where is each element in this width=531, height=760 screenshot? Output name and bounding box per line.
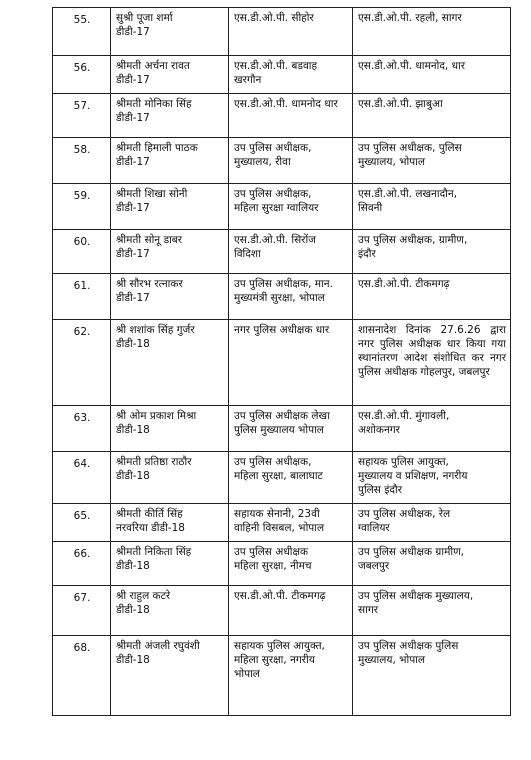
current-posting: [229, 636, 353, 716]
current-posting-line: सहायक सेनानी, 23वी: [234, 508, 320, 520]
new-posting-line: उप पुलिस अधीक्षक पुलिस: [358, 640, 459, 652]
serial-number: 67.: [53, 586, 111, 636]
officer-name: [111, 94, 229, 138]
current-posting: [229, 452, 353, 504]
officer-name-line: श्रीमती अंजली रघुवंशी: [116, 640, 200, 652]
officer-name-line: डीडी-18: [116, 560, 150, 572]
current-posting-line: पुलिस मुख्यालय भोपाल: [234, 424, 324, 436]
current-posting-line: एस.डी.ओ.पी. बडवाह: [234, 60, 318, 72]
officer-name-line: श्री ओम प्रकाश मिश्रा: [116, 410, 197, 422]
table-row: [53, 542, 511, 586]
officer-name-line: श्रीमती सोनू डाबर: [116, 234, 183, 246]
new-posting-line: उप पुलिस अधीक्षक मुख्यालय,: [358, 590, 474, 602]
officer-name-line: डीडी-17: [116, 202, 150, 214]
transfer-table-body: [53, 8, 511, 716]
officer-name: [111, 636, 229, 716]
table-row: [53, 138, 511, 184]
serial-number: 68.: [53, 636, 111, 716]
table-row: [53, 504, 511, 542]
current-posting: [229, 184, 353, 230]
current-posting: [229, 542, 353, 586]
new-posting-line: एस.डी.ओ.पी. धामनोद, धार: [358, 60, 466, 72]
new-posting: [353, 542, 511, 586]
new-posting-line: एस.डी.ओ.पी. झाबुआ: [358, 98, 443, 110]
new-posting-line: इंदौर: [358, 248, 376, 260]
current-posting-line: एस.डी.ओ.पी. टीकमगढ़: [234, 590, 326, 602]
current-posting-line: उप पुलिस अधीक्षक, मान.: [234, 278, 333, 290]
current-posting: [229, 320, 353, 406]
officer-name: [111, 8, 229, 56]
table-row: [53, 56, 511, 94]
officer-name-line: डीडी-18: [116, 654, 150, 666]
table-row: [53, 586, 511, 636]
current-posting-line: एस.डी.ओ.पी. सिरोंज: [234, 234, 316, 246]
table-row: [53, 636, 511, 716]
officer-name-line: श्रीमती हिमाली पाठक: [116, 142, 198, 154]
current-posting-line: उप पुलिस अधीक्षक: [234, 546, 309, 558]
current-posting: [229, 504, 353, 542]
table-row: [53, 8, 511, 56]
new-posting-line: उप पुलिस अधीक्षक, पुलिस: [358, 142, 462, 154]
serial-number: 62.: [53, 320, 111, 406]
new-posting: [353, 8, 511, 56]
new-posting: [353, 230, 511, 274]
new-posting: [353, 94, 511, 138]
current-posting-line: महिला सुरक्षा, नगरीय: [234, 654, 315, 666]
current-posting: [229, 56, 353, 94]
officer-name-line: डीडी-18: [116, 470, 150, 482]
current-posting-line: सहायक पुलिस आयुक्त,: [234, 640, 325, 652]
new-posting-line: जबलपुर: [358, 560, 390, 572]
current-posting: [229, 230, 353, 274]
officer-name-line: श्रीमती शिखा सोनी: [116, 188, 188, 200]
officer-name: [111, 184, 229, 230]
current-posting-line: मुख्यमंत्री सुरक्षा, भोपाल: [234, 292, 325, 304]
officer-name-line: श्रीमती प्रतिष्ठा राठौर: [116, 456, 192, 468]
officer-name-line: श्रीमती निकिता सिंह: [116, 546, 192, 558]
serial-number: 60.: [53, 230, 111, 274]
officer-name-line: डीडी-17: [116, 248, 150, 260]
new-posting: [353, 56, 511, 94]
serial-number: 58.: [53, 138, 111, 184]
serial-number: 59.: [53, 184, 111, 230]
current-posting-line: महिला सुरक्षा, बालाघाट: [234, 470, 323, 482]
new-posting: [353, 586, 511, 636]
current-posting-line: महिला सुरक्षा, नीमच: [234, 560, 312, 572]
serial-number: 65.: [53, 504, 111, 542]
officer-name-line: डीडी-18: [116, 424, 150, 436]
serial-number: 56.: [53, 56, 111, 94]
current-posting-line: एस.डी.ओ.पी. धामनोद धार: [234, 98, 338, 110]
new-posting-line: मुख्यालय, भोपाल: [358, 156, 426, 168]
transfer-table: [52, 7, 511, 716]
table-row: [53, 94, 511, 138]
new-posting-line: सागर: [358, 604, 379, 616]
serial-number: 55.: [53, 8, 111, 56]
officer-name: [111, 452, 229, 504]
current-posting: [229, 274, 353, 320]
officer-name-line: डीडी-18: [116, 604, 150, 616]
new-posting-line: सहायक पुलिस आयुक्त,: [358, 456, 449, 468]
officer-name-line: डीडी-17: [116, 292, 150, 304]
officer-name: [111, 230, 229, 274]
new-posting-line: उप पुलिस अधीक्षक, रेल: [358, 508, 451, 520]
new-posting: [353, 138, 511, 184]
officer-name-line: डीडी-17: [116, 26, 150, 38]
current-posting-line: उप पुलिस अधीक्षक,: [234, 456, 312, 468]
officer-name-line: श्री शशांक सिंह गुर्जर: [116, 324, 195, 336]
officer-name-line: नरवरिया डीडी-18: [116, 522, 185, 534]
new-posting-line: ग्वालियर: [358, 522, 390, 534]
new-posting: [353, 504, 511, 542]
officer-name: [111, 274, 229, 320]
new-posting-line: मुख्यालय व प्रशिक्षण, नगरीय: [358, 470, 468, 482]
table-row: [53, 320, 511, 406]
officer-name-line: सुश्री पूजा शर्मा: [116, 12, 173, 24]
new-posting-line: एस.डी.ओ.पी. रहली, सागर: [358, 12, 462, 24]
new-posting-line: एस.डी.ओ.पी. टीकमगढ़: [358, 278, 450, 290]
officer-name: [111, 542, 229, 586]
table-row: [53, 274, 511, 320]
current-posting-line: उप पुलिस अधीक्षक,: [234, 188, 312, 200]
table-row: [53, 452, 511, 504]
new-posting-line: पुलिस इंदौर: [358, 484, 402, 496]
current-posting-line: विदिशा: [234, 248, 261, 260]
new-posting-line: एस.डी.ओ.पी. मुंगावली,: [358, 410, 450, 422]
new-posting: [353, 274, 511, 320]
officer-name: [111, 56, 229, 94]
new-posting-line: सिवनी: [358, 202, 383, 214]
new-posting-line: मुख्यालय, भोपाल: [358, 654, 426, 666]
current-posting-line: एस.डी.ओ.पी. सीहोर: [234, 12, 314, 24]
current-posting: [229, 94, 353, 138]
new-posting: [353, 452, 511, 504]
current-posting-line: नगर पुलिस अधीक्षक धार: [234, 324, 330, 336]
new-posting: [353, 406, 511, 452]
officer-name: [111, 504, 229, 542]
serial-number: 64.: [53, 452, 111, 504]
officer-name-line: डीडी-17: [116, 74, 150, 86]
current-posting: [229, 586, 353, 636]
current-posting-line: खरगौन: [234, 74, 262, 86]
officer-name: [111, 406, 229, 452]
officer-name: [111, 138, 229, 184]
new-posting-line: उप पुलिस अधीक्षक ग्रामीण,: [358, 546, 464, 558]
new-posting: [353, 184, 511, 230]
officer-name-line: श्रीमती कीर्ति सिंह: [116, 508, 183, 520]
current-posting-line: मुख्यालय, रीवा: [234, 156, 291, 168]
current-posting: [229, 8, 353, 56]
current-posting-line: उप पुलिस अधीक्षक,: [234, 142, 312, 154]
serial-number: 63.: [53, 406, 111, 452]
officer-name-line: श्रीमती मोनिका सिंह: [116, 98, 192, 110]
new-posting-line: शासनादेश दिनांक 27.6.26 द्वारा नगर पुलिस अधीक्षक धार किया गया स्थानांतरण आदेश संशोधित कर नगर पुलिस अधीक्षक गोहलपुर, जबलपुर: [358, 324, 506, 378]
serial-number: 61.: [53, 274, 111, 320]
officer-name: [111, 320, 229, 406]
officer-name-line: श्रीमती अर्चना रावत: [116, 60, 190, 72]
officer-name-line: डीडी-18: [116, 338, 150, 350]
officer-name-line: श्री सौरभ रत्नाकर: [116, 278, 183, 290]
serial-number: 66.: [53, 542, 111, 586]
new-posting-line: अशोकनगर: [358, 424, 400, 436]
serial-number: 57.: [53, 94, 111, 138]
table-row: [53, 184, 511, 230]
table-row: [53, 406, 511, 452]
current-posting: [229, 406, 353, 452]
new-posting-line: एस.डी.ओ.पी. लखनादौन,: [358, 188, 458, 200]
current-posting-line: वाहिनी विसबल, भोपाल: [234, 522, 325, 534]
new-posting: [353, 320, 511, 406]
current-posting-line: उप पुलिस अधीक्षक लेखा: [234, 410, 330, 422]
officer-name-line: डीडी-17: [116, 156, 150, 168]
table-row: [53, 230, 511, 274]
officer-name-line: डीडी-17: [116, 112, 150, 124]
new-posting: [353, 636, 511, 716]
current-posting-line: भोपाल: [234, 668, 260, 680]
new-posting-line: उप पुलिस अधीक्षक, ग्रामीण,: [358, 234, 468, 246]
current-posting: [229, 138, 353, 184]
current-posting-line: महिला सुरक्षा ग्वालियर: [234, 202, 319, 214]
officer-name-line: श्री राहुल कटरे: [116, 590, 171, 602]
officer-name: [111, 586, 229, 636]
